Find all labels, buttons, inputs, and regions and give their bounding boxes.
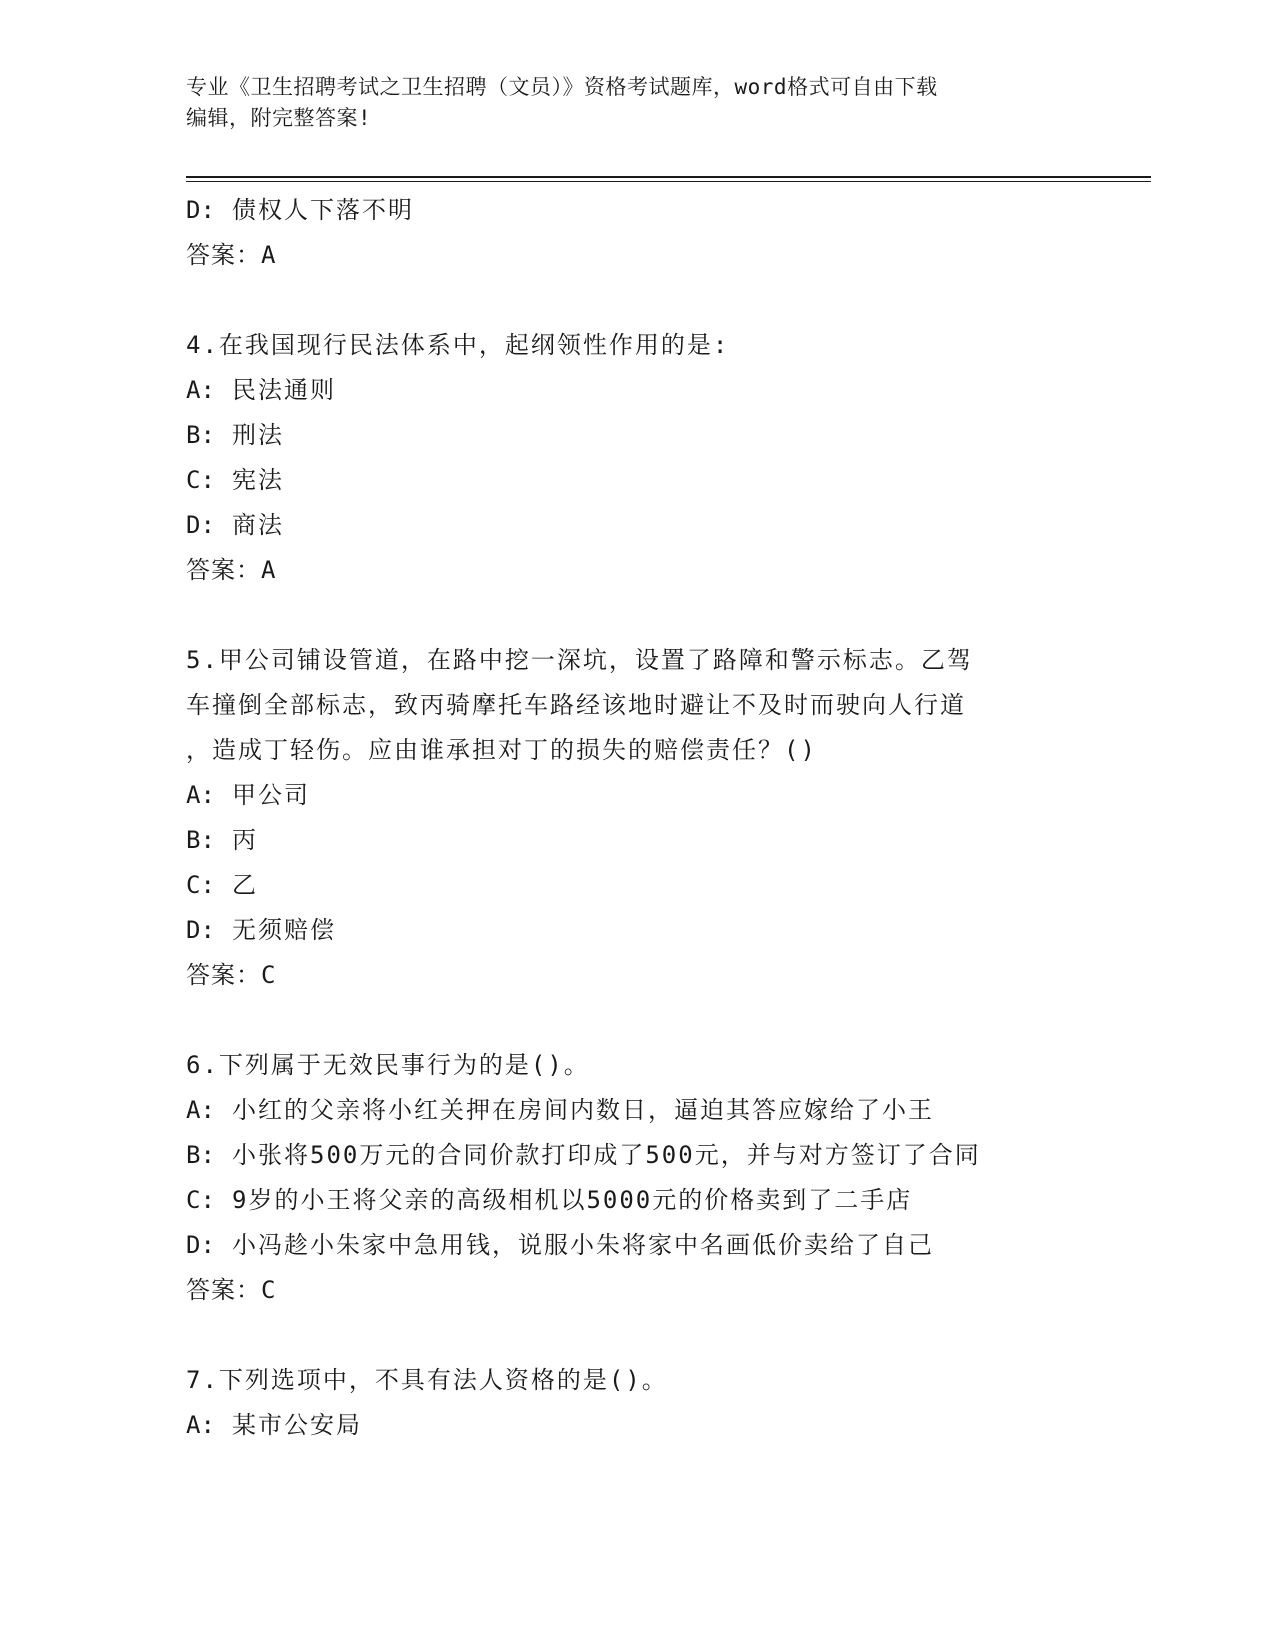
- option-text: 小张将500万元的合同价款打印成了500元，并与对方签订了合同: [232, 1141, 981, 1169]
- question-content: [186, 188, 1146, 1448]
- option-text: 甲公司: [232, 781, 310, 809]
- option-text: 民法通则: [232, 376, 336, 404]
- option-c: [186, 458, 1146, 503]
- option-key: A:: [186, 1096, 215, 1124]
- document-header: [186, 72, 1086, 134]
- option-key: B:: [186, 1141, 215, 1169]
- question-4: [186, 323, 1146, 593]
- spacer: [186, 1313, 1146, 1358]
- option-text: 宪法: [232, 466, 284, 494]
- option-text: 商法: [232, 511, 284, 539]
- option-key: A:: [186, 376, 215, 404]
- option-d: [186, 1223, 1146, 1268]
- option-key: D:: [186, 196, 215, 224]
- option-a: [186, 1403, 1146, 1448]
- option-key: C:: [186, 871, 215, 899]
- option-key: D:: [186, 511, 215, 539]
- answer: 答案：A: [186, 241, 277, 269]
- option-a: [186, 1088, 1146, 1133]
- question-stem-line-3: ，造成丁轻伤。应由谁承担对丁的损失的赔偿责任？(): [186, 736, 817, 764]
- option-d: [186, 188, 1146, 233]
- option-text: 9岁的小王将父亲的高级相机以5000元的价格卖到了二手店: [232, 1186, 913, 1214]
- option-a: [186, 368, 1146, 413]
- option-c: [186, 1178, 1146, 1223]
- spacer: [186, 278, 1146, 323]
- question-3-tail: [186, 188, 1146, 278]
- spacer: [186, 593, 1146, 638]
- header-rule-thick: [186, 176, 1151, 178]
- option-key: D:: [186, 1231, 215, 1259]
- option-text: 小红的父亲将小红关押在房间内数日，逼迫其答应嫁给了小王: [232, 1096, 934, 1124]
- question-7: [186, 1358, 1146, 1448]
- question-5: [186, 638, 1146, 998]
- option-key: A:: [186, 1411, 215, 1439]
- option-key: B:: [186, 421, 215, 449]
- option-text: 乙: [232, 871, 258, 899]
- question-stem-line-1: 5.甲公司铺设管道，在路中挖一深坑，设置了路障和警示标志。乙驾: [186, 646, 973, 674]
- option-b: [186, 413, 1146, 458]
- header-line-2: 编辑，附完整答案!: [186, 106, 372, 130]
- option-key: B:: [186, 826, 215, 854]
- option-b: [186, 1133, 1146, 1178]
- question-stem: 7.下列选项中，不具有法人资格的是()。: [186, 1366, 668, 1394]
- option-b: [186, 818, 1146, 863]
- option-key: A:: [186, 781, 215, 809]
- header-line-1: 专业《卫生招聘考试之卫生招聘（文员）》资格考试题库，word格式可自由下载: [186, 75, 938, 99]
- option-d: [186, 503, 1146, 548]
- answer: 答案：C: [186, 961, 277, 989]
- question-stem: 4.在我国现行民法体系中，起纲领性作用的是:: [186, 331, 730, 359]
- option-key: C:: [186, 1186, 215, 1214]
- option-text: 刑法: [232, 421, 284, 449]
- spacer: [186, 998, 1146, 1043]
- option-a: [186, 773, 1146, 818]
- option-c: [186, 863, 1146, 908]
- question-6: [186, 1043, 1146, 1313]
- option-key: C:: [186, 466, 215, 494]
- answer: 答案：A: [186, 556, 277, 584]
- option-d: [186, 908, 1146, 953]
- option-text: 无须赔偿: [232, 916, 336, 944]
- question-stem: 6.下列属于无效民事行为的是()。: [186, 1051, 590, 1079]
- option-text: 债权人下落不明: [232, 196, 414, 224]
- option-text: 丙: [232, 826, 258, 854]
- option-text: 某市公安局: [232, 1411, 362, 1439]
- option-key: D:: [186, 916, 215, 944]
- option-text: 小冯趁小朱家中急用钱，说服小朱将家中名画低价卖给了自己: [232, 1231, 934, 1259]
- question-stem-line-2: 车撞倒全部标志，致丙骑摩托车路经该地时避让不及时而驶向人行道: [186, 691, 966, 719]
- header-rule-thin: [186, 181, 1151, 182]
- answer: 答案：C: [186, 1276, 277, 1304]
